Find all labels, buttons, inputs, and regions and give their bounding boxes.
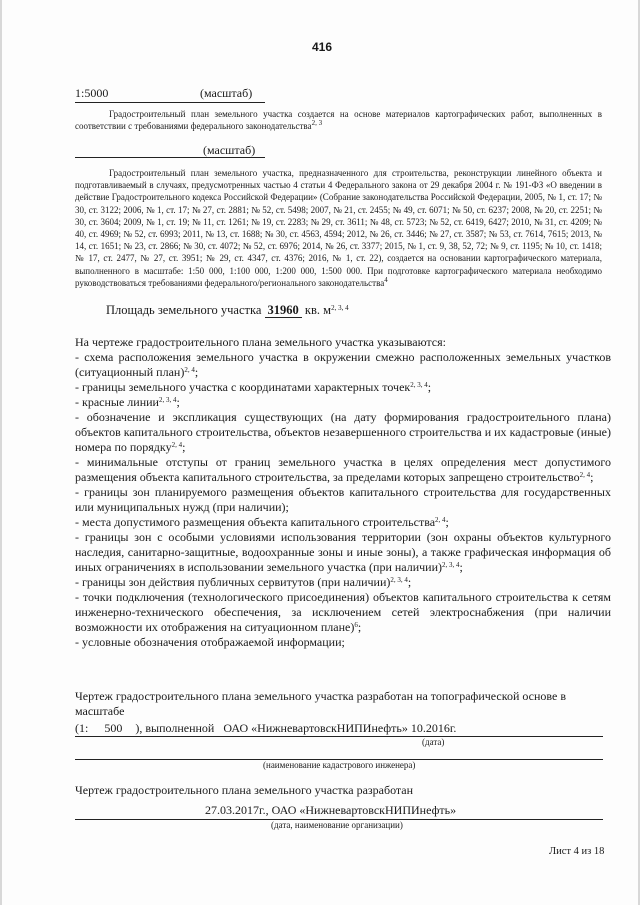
area-label: Площадь земельного участка [106,303,262,317]
area-unit: кв. м [304,303,332,317]
area-sup: 2, 3, 4 [331,304,349,312]
drawing-scale-line [75,721,456,736]
engineer-caption: (наименование кадастрового инженера) [263,760,416,770]
scale-open: (1: [75,721,89,735]
note-cartographic-basis [75,108,602,132]
developed-line: Чертеж градостроительного плана земельного участка разработан [75,783,414,797]
date-underline [75,736,603,737]
scale-label: (масштаб) [200,86,253,100]
page-edge-left [0,0,2,905]
list-intro: На чертеже градостроительного плана земельного участка указываются: [75,335,446,349]
list-item: - границы зон с особыми условиями использования территории (зон охраны объектов культурного наследия, санитарно-защитные, водоохранные зоны и иные зоны), а также графическая информация об иных ограничениях в использовании земельного участка (при наличии)$^{2, 3, 4}$; [75,530,611,574]
note-text: Градостроительный план земельного участка создается на основе материалов картографических работ, выполненных в соответствии с требованиями федерального законодательства [75,109,602,132]
date-caption: (дата) [422,737,445,747]
scale-value: 1:5000 [75,86,109,100]
topographic-org-date: ОАО «НижневартовскНИПИнефть» 10.2016г. [223,721,457,735]
list-item: - схема расположения земельного участка в окружении смежно расположенных земельных участков (ситуационный план)$^{2, 4}$; [75,350,611,379]
note-sup: 2, 3 [311,119,323,128]
scale2-label: (масштаб) [203,143,256,157]
sheet-number: Лист 4 из 18 [549,846,605,857]
developed-caption: (дата, наименование организации) [271,820,403,830]
area-line [106,303,349,318]
scale-value-500: 500 [104,721,123,735]
drawing-contents-list [75,335,611,650]
scale-underline [75,102,265,103]
drawing-basis: Чертеж градостроительного плана земельного участка разработан на топографической основе в масштабе [75,689,567,718]
note2-text: Градостроительный план земельного участка, предназначенного для строительства, реконструкции линейного объекта и подготавливаемый в случаях, предусмотренных частью 4 статьи 4 Федерального закона от 29 декабря 2004 г. № 191-ФЗ «О введении в действие Градостроительного кодекса Российской Федерации» (Собрание законодательства Российской Федерации, 2005, № 1, ст. 17; № 30, ст. 3122; 2006, № 1, ст. 17; № 27, ст. 2881; № 52, ст. 5498; 2007, № 21, ст. 2455; № 49, ст. 6071; № 50, ст. 6237; 2008, № 20, ст. 2251; № 30, ст. 3604; 2009, № 1, ст. 19; № 11, ст. 1261; № 19, ст. 2283; № 29, ст. 3611; № 48, ст. 5723; № 52, ст. 6419, 6427; 2010, № 31, ст. 4209; № 40, ст. 4969; № 52, ст. 6993; 2011, № 13, ст. 1688; № 30, ст. 4563, 4594; 2012, № 26, ст. 3446; № 27, ст. 3587; № 53, ст. 7614, 7615; 2013, № 14, ст. 1651; № 23, ст. 2866; № 30, ст. 4072; № 52, ст. 6976; 2014, № 26, ст. 3377; 2015, № 1, ст. 9, 38, 52, 72; № 9, ст. 1195; № 10, ст. 1418; № 17, ст. 2477, № 27, ст. 3951; № 29, ст. 4347, ст. 4376; 2016, № 1, ст. 22), создается на основании картографического материала, выполненного в масштабе: 1:50 000, 1:100 000, 1:200 000, 1:500 000. При подготовке картографического материала необходимо руководствоваться требованиями федерального/регионального законодательства [75,168,602,288]
list-item: - границы зон действия публичных сервитутов (при наличии)$^{2, 3, 4}$; [75,575,412,589]
scale-close: ), выполненной [135,721,215,735]
list-item: - места допустимого размещения объекта капитального строительства$^{2, 4}$; [75,515,449,529]
list-item: - красные линии$^{2, 3, 4}$; [75,395,180,409]
list-item: - точки подключения (технологического присоединения) объектов капитального строительства к сетям инженерно-технического обеспечения, за исключением сетей электроснабжения (при наличии возможности их отображения на ситуационном плане)$^6$; [75,590,611,634]
list-item: - границы земельного участка с координатами характерных точек$^{2, 3, 4}$; [75,380,432,394]
page-number: 416 [312,40,333,54]
note2-sup: 4 [384,275,388,284]
list-item: - обозначение и экспликация существующих (на дату формирования градостроительного плана) объектов капитального строительства, объектов незавершенного строительства и их кадастровые (иные) номера по порядку$^{2, 4}$; [75,410,611,454]
list-item: - границы зон планируемого размещения объектов капитального строительства для государственных или муниципальных нужд (при наличии); [75,485,611,514]
list-item: - условные обозначения отображаемой информации; [75,635,345,649]
area-value: 31960 [265,303,302,318]
list-item: - минимальные отступы от границ земельного участка в целях определения мест допустимого размещения объекта капитального строительства, за пределами которых запрещено строительство$^{2, 4}$; [75,455,611,484]
developed-date-org: 27.03.2017г., ОАО «НижневартовскНИПИнефть» [205,803,457,817]
note-linear-object [75,167,602,289]
